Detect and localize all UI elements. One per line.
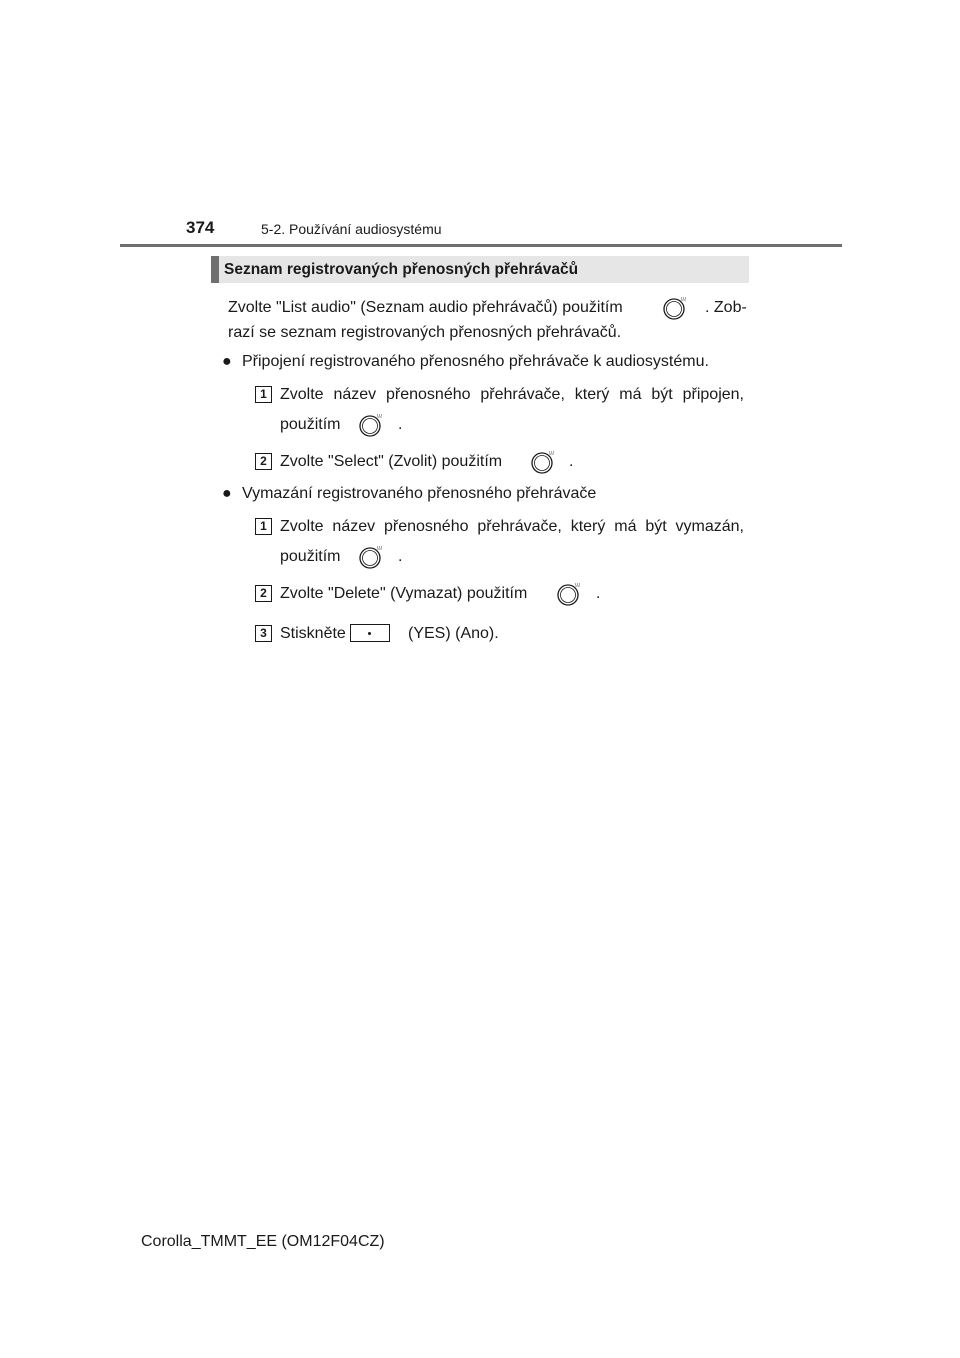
page-number: 374 bbox=[186, 218, 215, 237]
step-number-2: 2 bbox=[255, 453, 272, 470]
delete-step3-after: (YES) (Ano). bbox=[408, 625, 499, 642]
section-heading-accent bbox=[211, 256, 219, 283]
delete-step1-line2: použitím bbox=[280, 548, 341, 565]
delete-step2-text: Zvolte "Delete" (Vymazat) použitím bbox=[280, 585, 528, 602]
delete-step1-line1: Zvolte název přenosného přehrávače, který má být vymazán, bbox=[280, 518, 744, 535]
tune-select-knob-icon bbox=[358, 544, 384, 570]
tune-select-knob-icon bbox=[530, 449, 556, 475]
connect-step1-end: . bbox=[398, 416, 403, 433]
header-divider bbox=[120, 244, 842, 247]
intro-text-line2: razí se seznam registrovaných přenosných přehrávačů. bbox=[228, 324, 622, 341]
connect-step2-end: . bbox=[569, 453, 574, 470]
connect-heading: Připojení registrovaného přenosného přehrávače k audiosystému. bbox=[242, 353, 709, 370]
bullet-icon: ● bbox=[222, 485, 232, 502]
tune-select-knob-icon bbox=[556, 581, 582, 607]
intro-text-line1-end: . Zob- bbox=[705, 299, 747, 316]
chapter-title: 5-2. Používání audiosystému bbox=[261, 221, 442, 237]
section-title: Seznam registrovaných přenosných přehrávačů bbox=[224, 261, 579, 278]
intro-text-line1: Zvolte "List audio" (Seznam audio přehrávačů) použitím bbox=[228, 299, 623, 316]
connect-step1-line2: použitím bbox=[280, 416, 341, 433]
delete-step2-end: . bbox=[596, 585, 601, 602]
tune-select-knob-icon bbox=[358, 412, 384, 438]
footer-model-code: Corolla_TMMT_EE (OM12F04CZ) bbox=[141, 1233, 385, 1250]
delete-step3-text: Stiskněte bbox=[280, 625, 346, 642]
tune-select-knob-icon bbox=[662, 295, 688, 321]
step-number-1: 1 bbox=[255, 386, 272, 403]
step-number-3: 3 bbox=[255, 625, 272, 642]
preset-button-icon bbox=[350, 624, 390, 642]
connect-step2-text: Zvolte "Select" (Zvolit) použitím bbox=[280, 453, 503, 470]
step-number-1: 1 bbox=[255, 518, 272, 535]
delete-heading: Vymazání registrovaného přenosného přehrávače bbox=[242, 485, 597, 502]
step-number-2: 2 bbox=[255, 585, 272, 602]
bullet-icon: ● bbox=[222, 353, 232, 370]
connect-step1-line1: Zvolte název přenosného přehrávače, který má být připojen, bbox=[280, 386, 744, 403]
delete-step1-end: . bbox=[398, 548, 403, 565]
